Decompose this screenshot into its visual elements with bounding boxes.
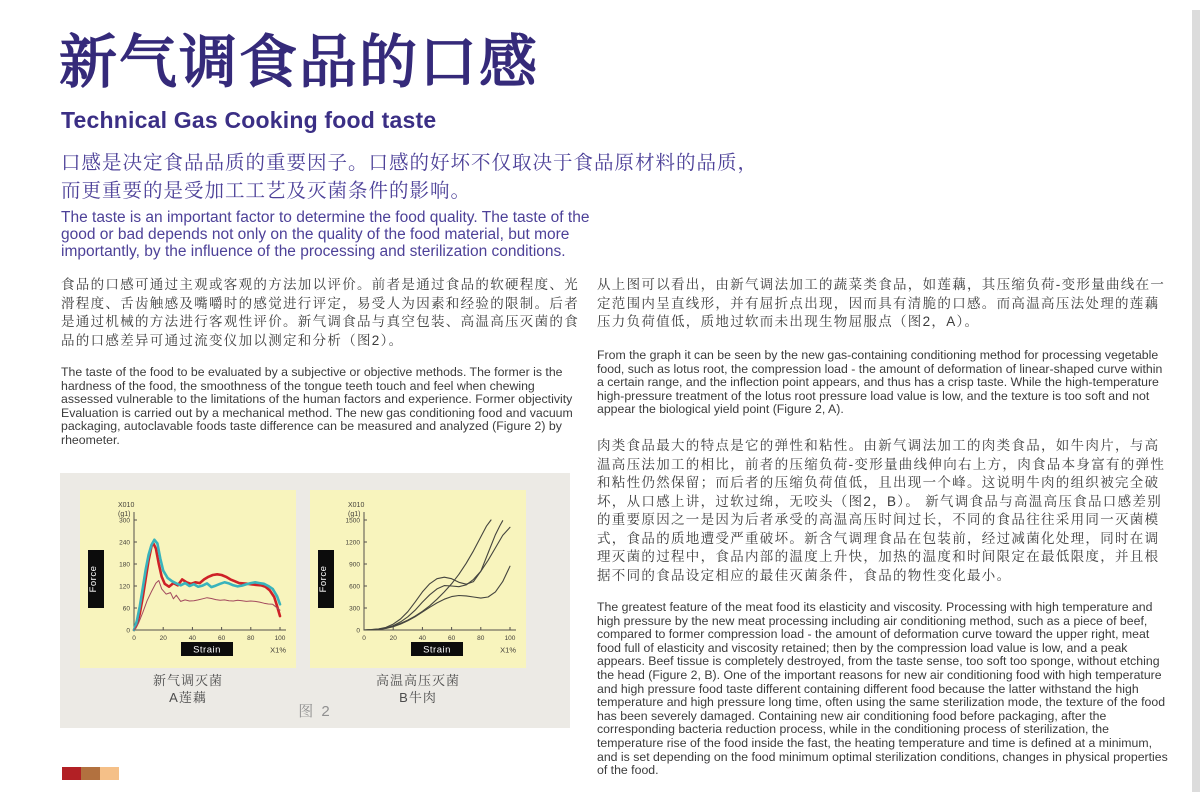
svg-text:20: 20 xyxy=(159,635,167,642)
lotus-root-force-strain-chart xyxy=(80,490,296,668)
chart-panel-beef xyxy=(310,490,526,668)
svg-text:60: 60 xyxy=(447,635,456,642)
svg-text:Strain: Strain xyxy=(193,644,221,656)
svg-text:X010: X010 xyxy=(118,502,135,509)
caption-beef-line2: B牛肉 xyxy=(399,690,437,705)
left-column-paragraph-cn: 食品的口感可通过主观或客观的方法加以评价。前者是通过食品的软硬程度、光滑程度、舌齿触感及嘴嚼时的感觉进行评定，易受人为因素和经验的限制。后者是通过机械的方法进行客观性评价。新气调食品与真空包装、高温高压灭菌的食品的口感差异可通过流变仪加以测定和分析（图2）。 xyxy=(61,277,579,348)
svg-text:300: 300 xyxy=(349,605,360,613)
svg-text:240: 240 xyxy=(119,539,130,547)
chart-panel-lotus-root xyxy=(80,490,296,668)
svg-text:X010: X010 xyxy=(348,502,365,509)
svg-text:80: 80 xyxy=(247,635,255,642)
svg-text:40: 40 xyxy=(418,635,427,642)
svg-text:Strain: Strain xyxy=(423,644,451,656)
svg-text:100: 100 xyxy=(504,635,516,642)
svg-text:Force: Force xyxy=(318,565,329,593)
svg-text:0: 0 xyxy=(126,627,130,635)
svg-text:180: 180 xyxy=(119,561,130,569)
intro-paragraph-en: The taste is an important factor to determine the food quality. The taste of the good or bad depends not only on the quality of the food material, but more importantly, by the influence of the processing and sterilization conditions. xyxy=(61,209,590,260)
svg-text:80: 80 xyxy=(477,635,485,642)
svg-text:(g1): (g1) xyxy=(118,511,131,518)
svg-text:(g1): (g1) xyxy=(348,511,361,518)
right-column-paragraph-cn-2: 肉类食品最大的特点是它的弹性和粘性。由新气调法加工的肉类食品，如牛肉片，与高温高压法加工的相比，前者的压缩负荷-变形量曲线伸向右上方，肉食品本身富有的弹性和粘性仍然保留；而后者的压缩负荷值低，且出现一个峰。这说明牛肉的组织被完全破坏，从口感上讲，过软过绵，无咬头（图2，B）。 新气调食品与高温高压食品口感差别的重要原因之一是因为后者承受的高温高压时间过长，不同的食品往往采用同一灭菌模式，食品的质地遭受严重破坏。新含气调理食品在包装前，经过减菌化处理，同时在调理灭菌的过程中，食品内部的温度上升快，加热的温度和时间限定在最低限度，并且根据不同的食品设定相应的最佳灭菌条件，食品的物性变化最小。 xyxy=(597,438,1166,583)
footer-square-red xyxy=(62,767,81,780)
caption-lotus-root-line1: 新气调灭菌 xyxy=(152,673,223,688)
svg-text:120: 120 xyxy=(119,583,130,591)
left-column-paragraph-en: The taste of the food to be evaluated by a subjective or objective methods. The former is the hardness of the food, the smoothness of the tongue teeth touch and feel when chewing assessed vulnerable to the limitations of the human factors and experience. Former objectivity Evaluation is carried out by a mechanical method. The new gas conditioning food and vacuum packaging, autoclavable foods taste difference can be measured and analyzed (Figure 2) by rheometer. xyxy=(61,365,573,447)
footer-square-brown xyxy=(81,767,100,780)
svg-text:1200: 1200 xyxy=(345,539,360,547)
svg-text:Force: Force xyxy=(88,565,99,593)
figure-number-label: 图 2 xyxy=(298,703,332,720)
footer-square-tan xyxy=(100,767,119,780)
intro-paragraph-cn xyxy=(61,150,1041,205)
page-subtitle: Technical Gas Cooking food taste xyxy=(61,107,437,133)
right-column-paragraph-en-2: The greatest feature of the meat food its elasticity and viscosity. Processing with high temperature and high pressure by the new meat processing including air conditioning method, such as a piece of beef, compared to former compression load - the amount of deformation curve toward the upper right, meat food full of elasticity and viscosity retained; then by the compression load value is low, and a peak appears. Beef tissue is completely destroyed, from the taste sense, too soft too sponge, without etching the head (Figure 2, B). One of the important reasons for new air conditioning food with high temperature and high pressure food taste different containing different food because the latter withstand the high temperature and high pressure long time, often using the same sterilization mode, the texture of the food has been severely damaged. Containing new air conditioning food before packaging, after the corresponding bacteria reduction process, while in the conditioning process of sterilization, the temperature rise of the food inside the fast, the heating temperature and time is defined at a minimum, and is set depending on the food minimum optimal sterilization conditions, changes in physical properties of the food. xyxy=(597,600,1168,778)
svg-text:60: 60 xyxy=(217,635,226,642)
intro-cn-line1: 口感是决定食品品质的重要因子。口感的好坏不仅取决于食品原材料的品质， xyxy=(61,152,759,174)
caption-lotus-root-line2: A莲藕 xyxy=(169,690,207,705)
svg-text:40: 40 xyxy=(188,635,197,642)
right-column-paragraph-cn-1: 从上图可以看出，由新气调法加工的蔬菜类食品，如莲藕，其压缩负荷-变形量曲线在一定范围内呈直线形，并有屈折点出现，因而具有清脆的口感。而高温高压法处理的莲藕压力负荷值低，质地过软而未出现生物屈服点（图2，A）。 xyxy=(597,277,1166,329)
svg-text:0: 0 xyxy=(356,627,360,635)
svg-text:X1%: X1% xyxy=(270,645,286,655)
beef-force-strain-chart xyxy=(310,490,526,668)
svg-text:1500: 1500 xyxy=(345,517,360,525)
svg-text:900: 900 xyxy=(349,561,360,569)
svg-text:60: 60 xyxy=(122,605,130,613)
svg-text:300: 300 xyxy=(119,517,130,525)
caption-beef-line1: 高温高压灭菌 xyxy=(375,673,460,688)
intro-cn-line2: 而更重要的是受加工工艺及灭菌条件的影响。 xyxy=(61,179,472,202)
svg-text:0: 0 xyxy=(132,635,136,642)
right-column-paragraph-en-1: From the graph it can be seen by the new gas-containing conditioning method for processing vegetable food, such as lotus root, the compression load - the amount of deformation of linear-shaped curve within a certain range, and the inflection point appears, and thus has a crisp taste. While the high-temperature high-pressure treatment of the lotus root pressure load value is low, and the texture is too soft and not appear the biological yield point (Figure 2, A). xyxy=(597,348,1163,417)
page-edge-strip xyxy=(1192,10,1200,792)
svg-text:X1%: X1% xyxy=(500,645,516,655)
figure-2 xyxy=(60,473,570,728)
svg-text:100: 100 xyxy=(274,635,286,642)
svg-text:20: 20 xyxy=(389,635,397,642)
footer-color-squares xyxy=(62,767,119,780)
page-title: 新气调食品的口感 xyxy=(59,30,540,95)
svg-text:600: 600 xyxy=(349,583,360,591)
svg-text:0: 0 xyxy=(362,635,366,642)
